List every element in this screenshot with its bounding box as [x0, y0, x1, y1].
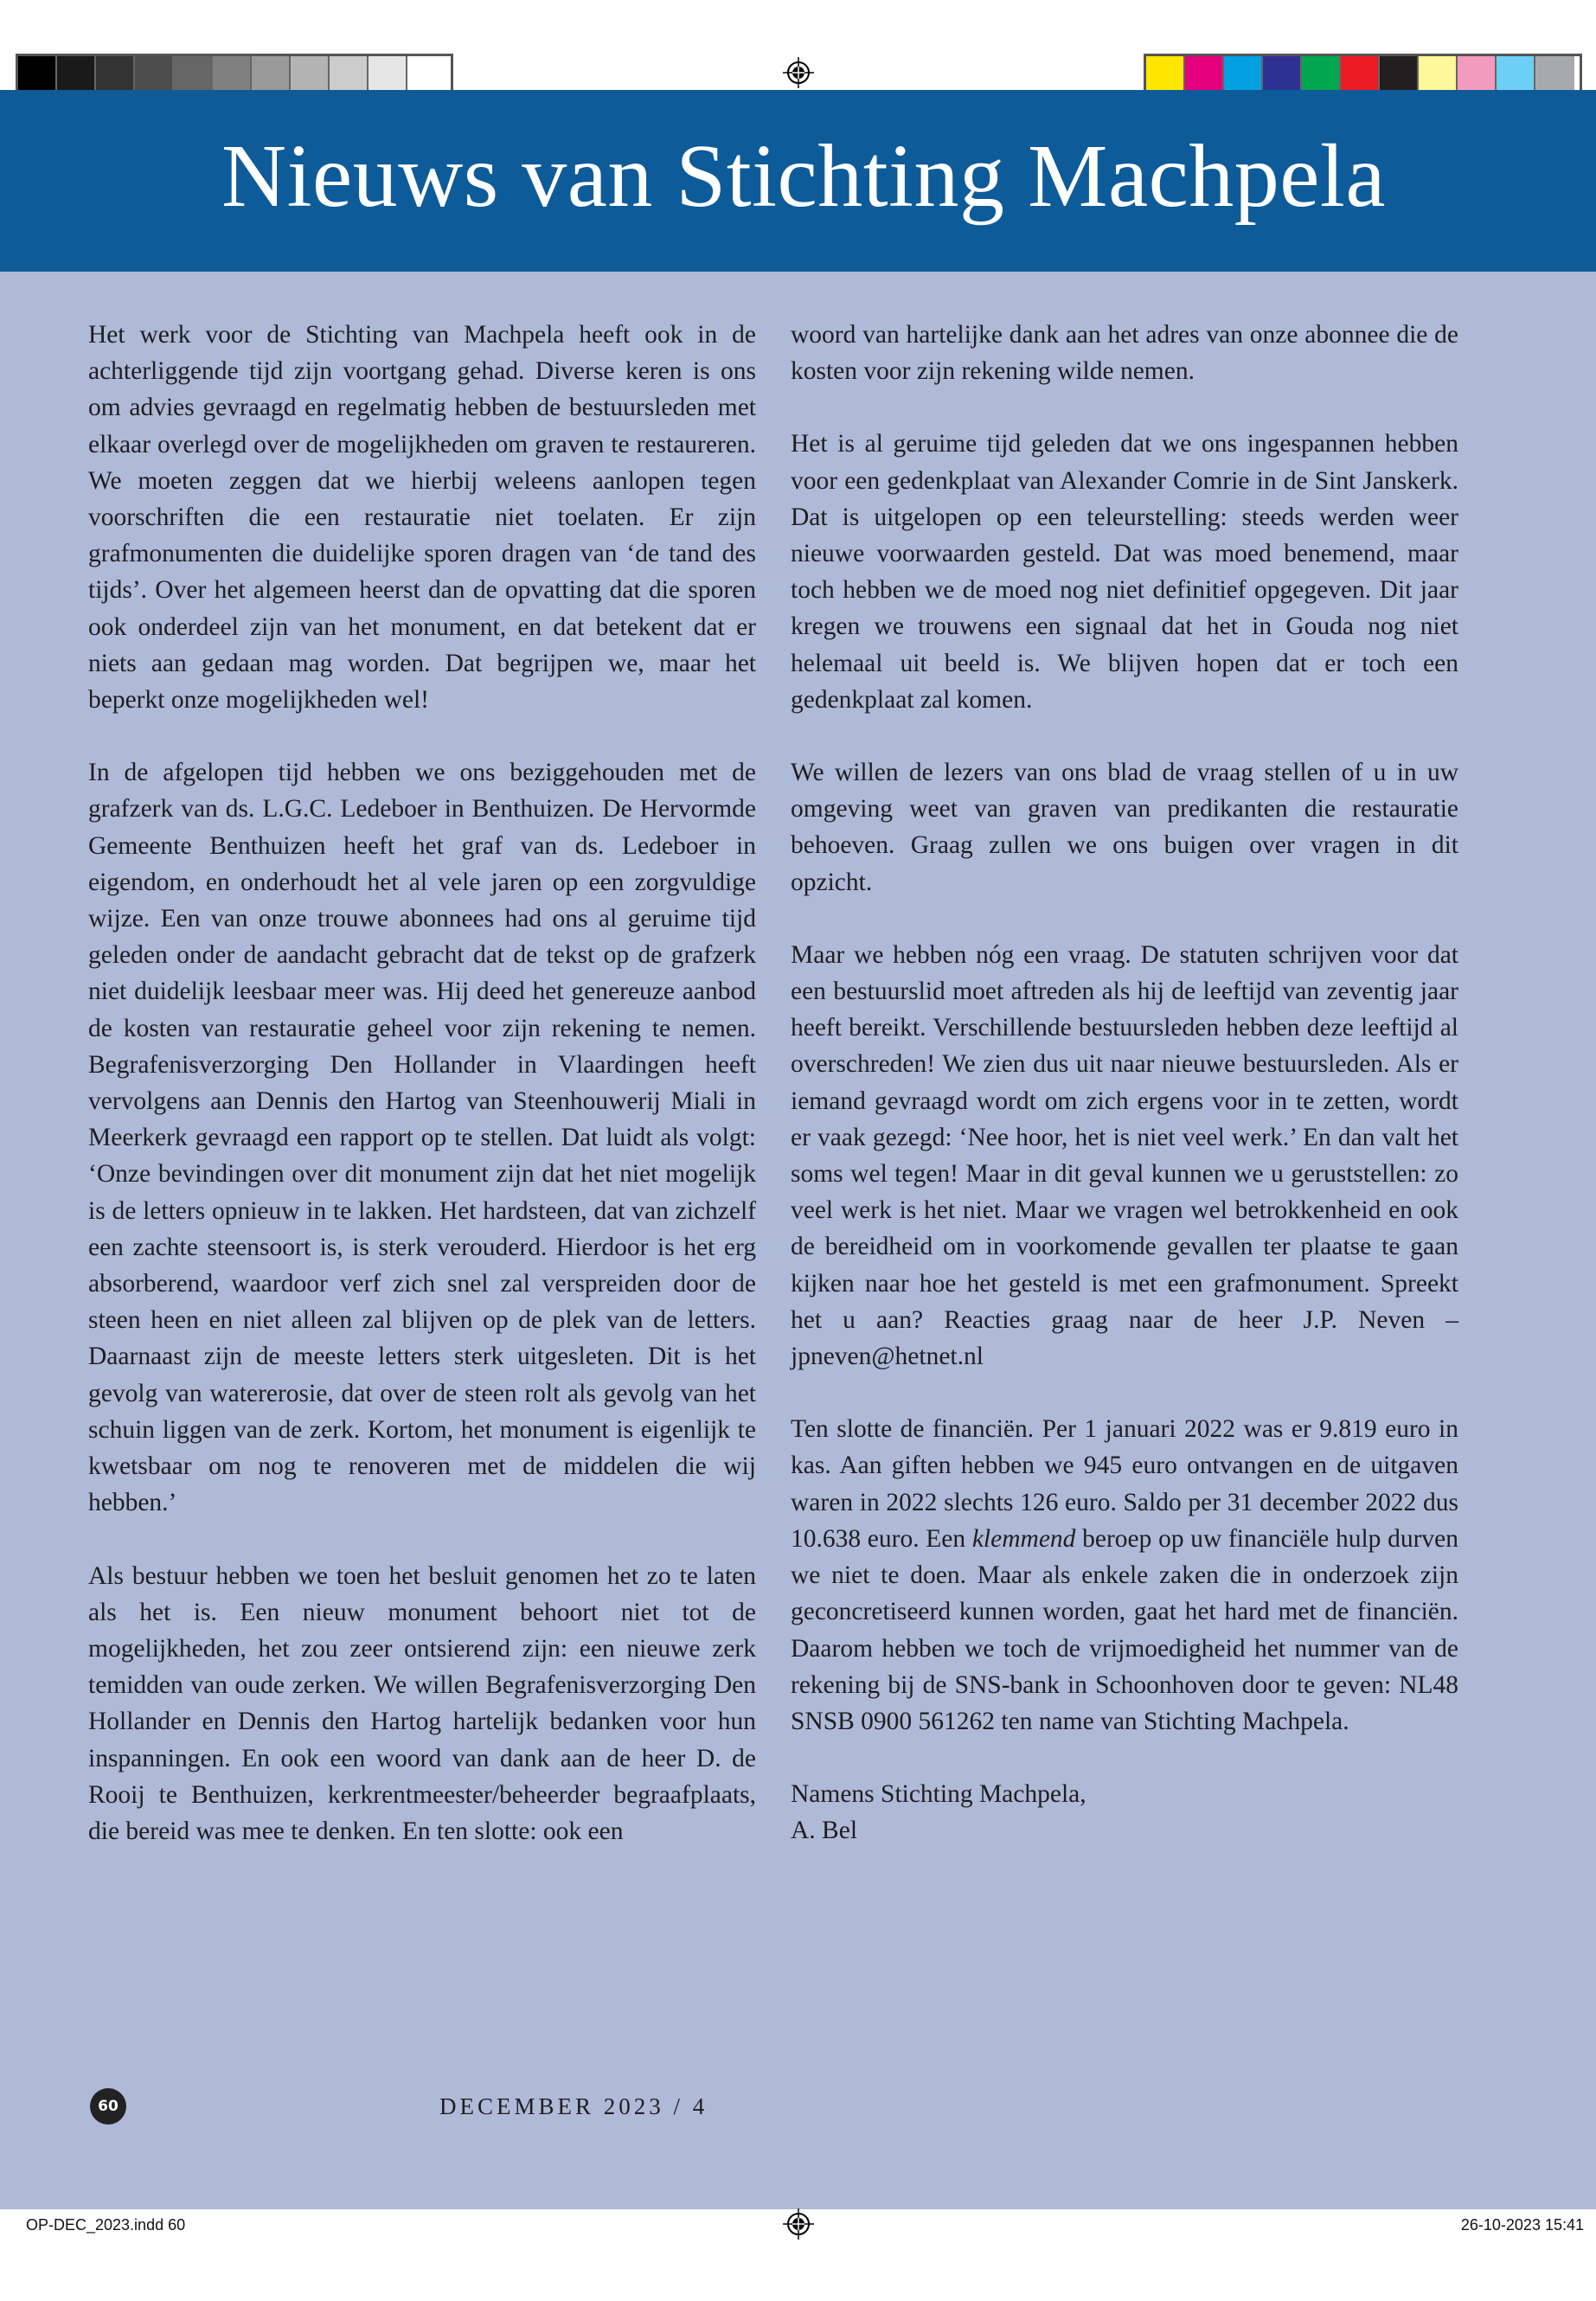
paragraph — [791, 1411, 1458, 1740]
header-banner — [0, 90, 1596, 272]
paragraph: Het is al geruime tijd geleden dat we ons ingespannen hebben voor een gedenkplaat van Alexander Comrie in de Sint Janskerk. Dat is uitgelopen op een teleurstelling: steeds werden weer nieuwe voorwaarden gesteld. Dat was moed benemend, maar toch hebben we de moed nog niet definitief opgegeven. Dit jaar kregen we trouwens een signaal dat het in Gouda nog niet helemaal uit beeld is. We blijven hopen dat er toch een gedenkplaat zal komen. — [791, 430, 1458, 714]
color-swatch — [1535, 56, 1574, 91]
color-swatch — [1302, 56, 1341, 91]
emphasis: klemmend — [971, 1524, 1076, 1553]
paragraph: In de afgelopen tijd hebben we ons beziggehouden met de grafzerk van ds. L.G.C. Ledeboer in Benthuizen. De Hervormde Gemeente Benthuizen heeft het graf van ds. Ledeboer in eigendom, en onderhoudt het al vele jaren op een zorgvuldige wijze. Een van onze trouwe abonnees had ons al geruime tijd geleden onder de aandacht gebracht dat de tekst op de grafzerk niet duidelijk leesbaar meer was. Hij deed het genereuze aanbod de kosten van restauratie geheel voor zijn rekening te nemen. Begrafenisverzorging Den Hollander in Vlaardingen heeft vervolgens aan Dennis den Hartog van Steenhouwerij Miali in Meerkerk gevraagd een rapport op te stellen. Dat luidt als volgt: ‘Onze bevindingen over dit monument zijn dat het niet mogelijk is de letters opnieuw in te lakken. Het hardsteen, dat van zichzelf een zachte steensoort is, is sterk verouderd. Hierdoor is het erg absorberend, waardoor verf zich snel zal verspreiden door de steen heen en niet alleen zal blijven op de plek van de letters. Daarnaast zijn de meeste letters sterk uitgesleten. Dit is het gevolg van watererosie, dat over de steen rolt als gevolg van het schuin liggen van de zerk. Kortom, het monument is eigenlijk te kwetsbaar om nog te renoveren met de middelen die wij hebben.’ — [88, 759, 756, 1517]
finance-text-start: Ten slotte de financiën. Per 1 januari 2022 was er 9.819 euro in kas. Aan giften hebben we 945 euro ontvangen en de uitgaven waren in 2022 slechts 126 euro. Saldo per 31 december 2022 dus 10.638 euro. Een — [791, 1415, 1458, 1553]
signature-name: A. Bel — [791, 1817, 858, 1845]
slug-file: OP-DEC_2023.indd 60 — [26, 2216, 186, 2234]
right-column — [791, 317, 1458, 1849]
color-calibration-bar — [1144, 54, 1582, 93]
article-panel — [0, 272, 1596, 2209]
paragraph: woord van hartelijke dank aan het adres van onze abonnee die de kosten voor zijn rekening wilde nemen. — [791, 321, 1458, 386]
color-swatch — [1380, 56, 1419, 91]
page-number-badge: 60 — [90, 2088, 126, 2125]
left-column — [88, 317, 756, 1849]
color-swatch — [1497, 56, 1535, 91]
grey-swatch — [174, 56, 213, 91]
slug-timestamp: 26-10-2023 15:41 — [1460, 2216, 1584, 2234]
grey-swatch — [252, 56, 291, 91]
grey-swatch — [213, 56, 252, 91]
grey-swatch — [291, 56, 330, 91]
paragraph: Het werk voor de Stichting van Machpela heeft ook in de achterliggende tijd zijn voortgang gehad. Diverse keren is ons om advies gevraagd en regelmatig hebben de bestuursleden met elkaar overlegd over de mogelijkheden om graven te restaureren. We moeten zeggen dat we hierbij weleens aanlopen tegen voorschriften die een restauratie niet toelaten. Er zijn grafmonumenten die duidelijke sporen dragen van ‘de tand des tijds’. Over het algemeen heerst dan de opvatting dat die sporen ook onderdeel zijn van het monument, en dat betekent dat er niets aan gedaan mag worden. Dat begrijpen we, maar het beperkt onze mogelijkheden wel! — [88, 321, 756, 715]
grey-calibration-bar — [16, 54, 453, 93]
grey-swatch — [135, 56, 174, 91]
signature-line: Namens Stichting Machpela, — [791, 1780, 1086, 1809]
color-swatch — [1185, 56, 1224, 91]
grey-swatch — [57, 56, 96, 91]
page-title: Nieuws van Stichting Machpela — [221, 126, 1386, 226]
signature — [791, 1776, 1458, 1849]
color-swatch — [1419, 56, 1458, 91]
registration-mark-icon — [783, 2208, 814, 2240]
grey-swatch — [96, 56, 135, 91]
color-swatch — [1224, 56, 1263, 91]
paragraph: Als bestuur hebben we toen het besluit genomen het zo te laten als het is. Een nieuw monument behoort niet tot de mogelijkheden, het zou zeer ontsierend zijn: een nieuwe zerk temidden van oude zerken. We willen Begrafenisverzorging Den Hollander en Dennis den Hartog hartelijk bedanken voor hun inspanningen. En ook een woord van dank aan de heer D. de Rooij te Benthuizen, kerkrentmeester/beheerder begraafplaats, die bereid was mee te denken. En ten slotte: ook een — [88, 1561, 756, 1845]
color-swatch — [1458, 56, 1497, 91]
finance-text-end: beroep op uw financiële hulp durven we niet te doen. Maar als enkele zaken die in onderzoek zijn geconcretiseerd kunnen worden, gaat het hard met de financiën. Daarom hebben we toch de vrijmoedigheid het nummer van de rekening bij de SNS-bank in Schoonhoven door te geven: NL48 SNSB 0900 561262 ten name van Stichting Machpela. — [791, 1524, 1459, 1735]
grey-swatch — [369, 56, 407, 91]
registration-mark-icon — [783, 57, 814, 88]
grey-swatch — [407, 56, 446, 91]
color-swatch — [1146, 56, 1185, 91]
grey-swatch — [330, 56, 369, 91]
paragraph: Maar we hebben nóg een vraag. De statuten schrijven voor dat een bestuurslid moet aftreden als hij de leeftijd van zeventig jaar heeft bereikt. Verschillende bestuursleden hebben deze leeftijd al overschreden! We zien dus uit naar nieuwe bestuursleden. Als er iemand gevraagd wordt om zich ergens voor in te zetten, wordt er vaak gezegd: ‘Nee hoor, het is niet veel werk.’ En dan valt het soms wel tegen! Maar in dit geval kunnen we u geruststellen: zo veel werk is het niet. Maar we vragen wel betrokkenheid en ook de bereidheid om in voorkomende gevallen ter plaatse te gaan kijken naar hoe het gesteld is met een grafmonument. Spreekt het u aan? Reacties graag naar de heer J.P. Neven – jpneven@hetnet.nl — [791, 940, 1458, 1371]
paragraph: We willen de lezers van ons blad de vraag stellen of u in uw omgeving weet van graven van predikanten die restauratie behoeven. Graag zullen we ons buigen over vragen in dit opzicht. — [791, 759, 1458, 896]
issue-label: DECEMBER 2023 / 4 — [439, 2093, 708, 2119]
grey-swatch — [18, 56, 57, 91]
color-swatch — [1341, 56, 1380, 91]
color-swatch — [1263, 56, 1302, 91]
